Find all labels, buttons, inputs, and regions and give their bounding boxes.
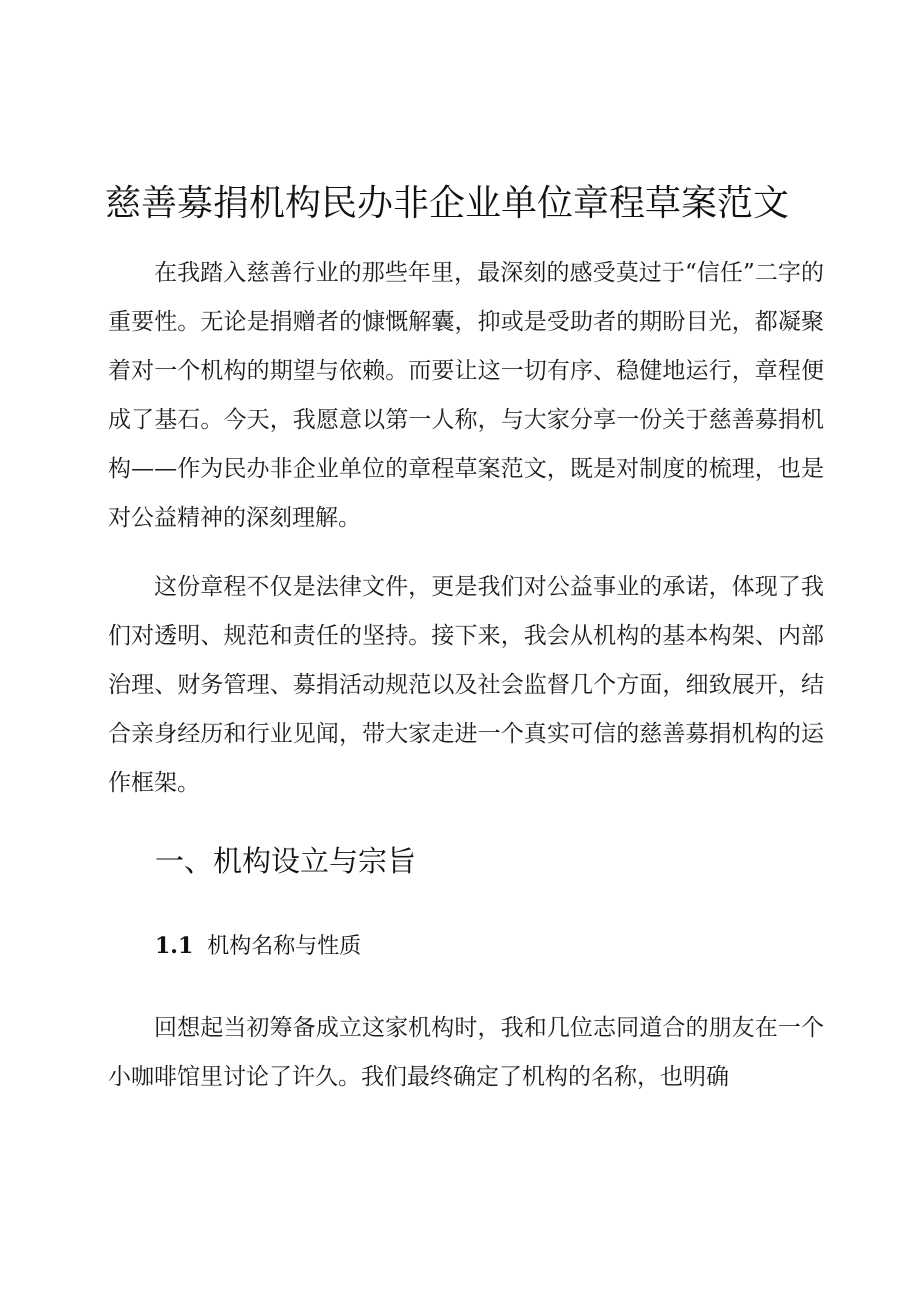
subsection-paragraph: 回想起当初筹备成立这家机构时，我和几位志同道合的朋友在一个小咖啡馆里讨论了许久。我们最终确定了机构的名称，也明确 bbox=[108, 1015, 824, 1090]
subsection-number: 1.1 bbox=[155, 933, 194, 959]
section-heading: 一、机构设立与宗旨 bbox=[155, 844, 417, 878]
intro-paragraph-2: 这份章程不仅是法律文件，更是我们对公益事业的承诺，体现了我们对透明、规范和责任的坚持。接下来，我会从机构的基本构架、内部治理、财务管理、募捐活动规范以及社会监督几个方面，细致展开，结合亲身经历和行业见闻，带大家走进一个真实可信的慈善募捐机构的运作框架。 bbox=[108, 574, 824, 796]
intro-paragraph-1: 在我踏入慈善行业的那些年里，最深刻的感受莫过于“信任”二字的重要性。无论是捐赠者的慷慨解囊，抑或是受助者的期盼目光，都凝聚着对一个机构的期望与依赖。而要让这一切有序、稳健地运行，章程便成了基石。今天，我愿意以第一人称，与大家分享一份关于慈善募捐机构——作为民办非企业单位的章程草案范文，既是对制度的梳理，也是对公益精神的深刻理解。 bbox=[108, 260, 824, 531]
document-title: 慈善募捐机构民办非企业单位章程草案范文 bbox=[105, 183, 790, 224]
subsection-title: 机构名称与性质 bbox=[207, 934, 362, 959]
subsection-heading bbox=[155, 926, 361, 967]
